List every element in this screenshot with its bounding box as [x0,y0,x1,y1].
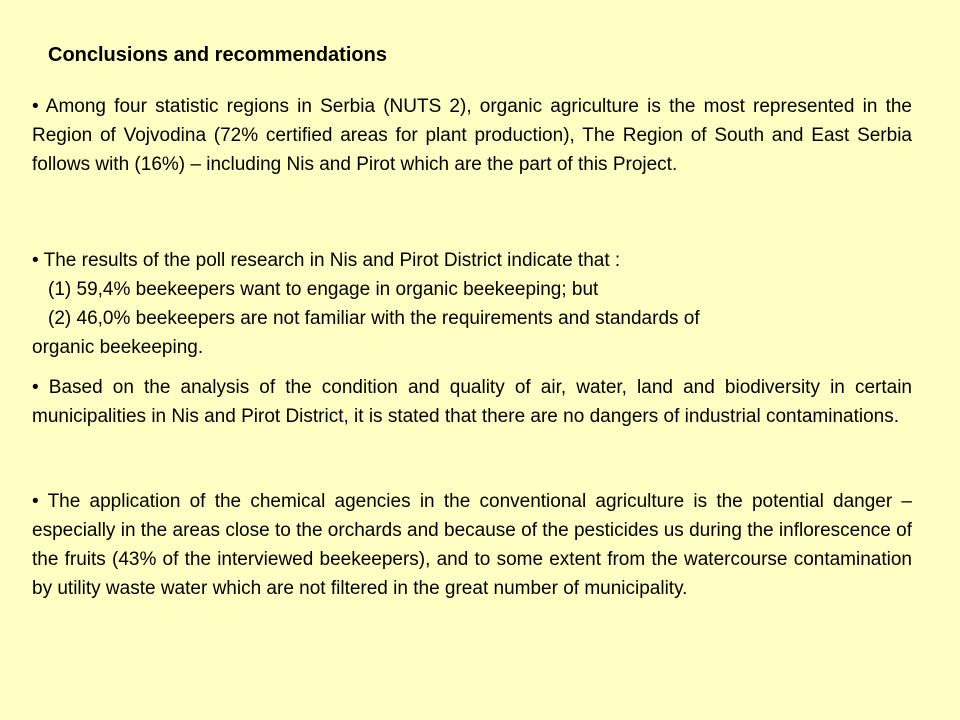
bullet-marker: • [32,96,39,117]
paragraph-chemical-agencies [32,487,912,603]
poll-item-2: (2) 46,0% beekeepers are not familiar with the requirements and standards of [48,308,700,329]
bullet-marker: • [32,377,39,398]
bullet-marker: • [32,491,39,512]
poll-item-1: (1) 59,4% beekeepers want to engage in organic beekeeping; but [48,279,599,300]
paragraph-contamination-analysis [32,373,912,431]
paragraph-regions [32,92,912,179]
paragraph-contamination-analysis-text: Based on the analysis of the condition and quality of air, water, land and biodiversity in certain municipalities in Nis and Pirot District, it is stated that there are no dangers of industrial contaminations. [32,377,912,427]
poll-item-2-continued: organic beekeeping. [32,337,204,358]
paragraph-poll-research [32,246,912,362]
poll-intro-text: The results of the poll research in Nis and Pirot District indicate that : [43,250,621,271]
poll-intro [32,246,912,275]
bullet-marker: • [32,250,39,271]
paragraph-regions-text: Among four statistic regions in Serbia (NUTS 2), organic agriculture is the most represented in the Region of Vojvodina (72% certified areas for plant production), The Region of South and East Serbia follows with (16%) – including Nis and Pirot which are the part of this Project. [32,96,912,175]
slide-title: Conclusions and recommendations [48,44,387,66]
paragraph-chemical-agencies-text: The application of the chemical agencies in the conventional agriculture is the potential danger – especially in the areas close to the orchards and because of the pesticides us during the inflorescence of the fruits (43% of the interviewed beekeepers), and to some extent from the watercourse contamination by utility waste water which are not filtered in the great number of municipality. [32,491,913,599]
